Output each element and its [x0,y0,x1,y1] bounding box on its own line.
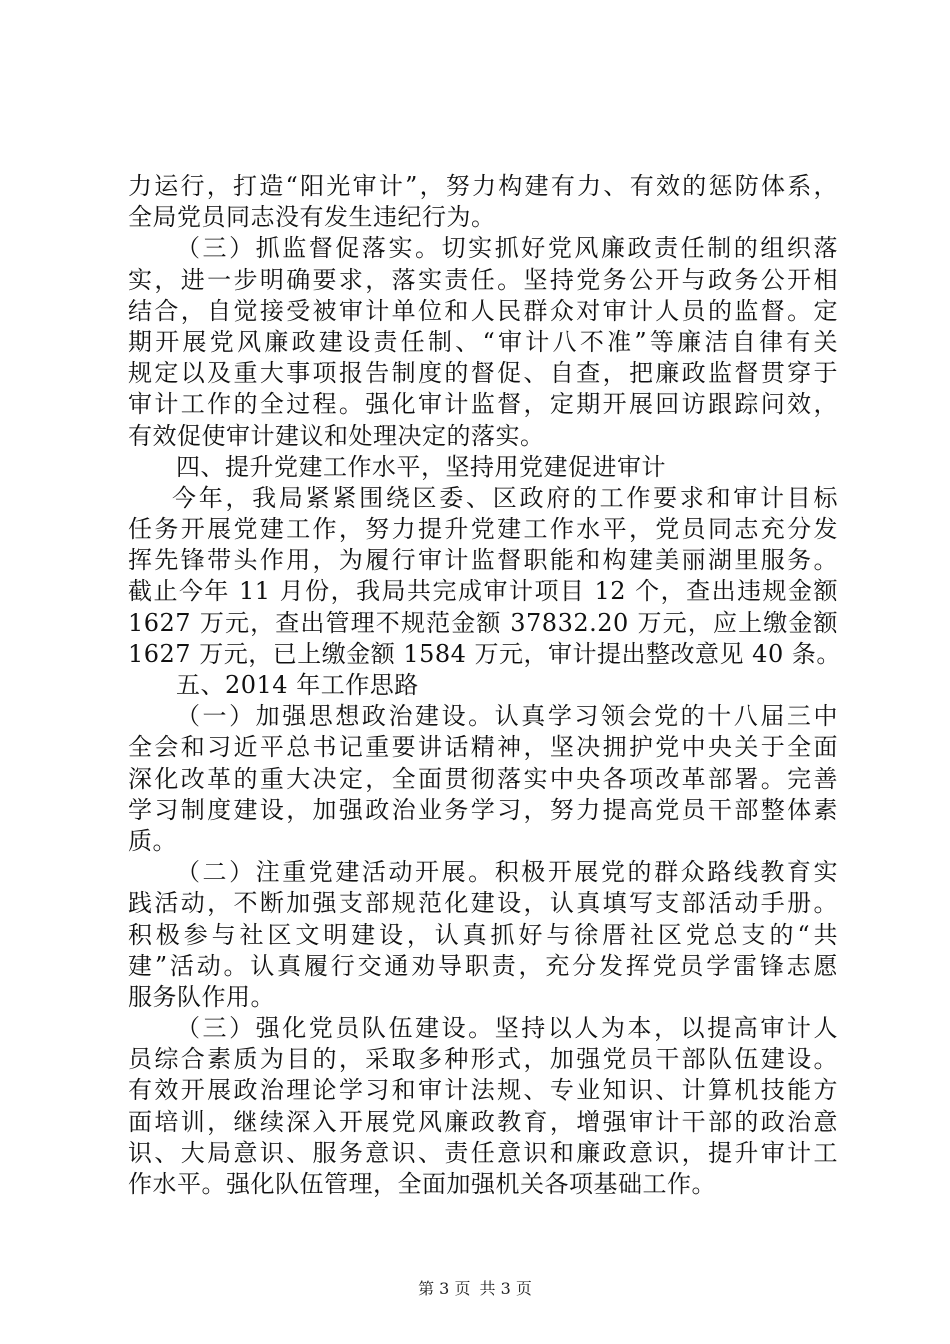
text-line: 有效促使审计建议和处理决定的落实。 [128,421,545,450]
text-line: 全局党员同志没有发生违纪行为。 [128,203,496,232]
text-line: 践活动，不断加强支部规范化建设，认真填写支部活动手册。 [128,889,838,918]
text-line: 学习制度建设，加强政治业务学习，努力提高党员干部整体素 [128,795,838,824]
text-line: 识、大局意识、服务意识、责任意识和廉政意识，提升审计工 [128,1138,838,1167]
page-number: 第 3 页 [418,1279,471,1298]
paragraph-heading-line: （一）加强思想政治建设。认真学习领会党的十八届三中 [176,702,838,731]
text-line: 期开展党风廉政建设责任制、“审计八不准”等廉洁自律有关 [128,327,838,356]
text-line: 面培训，继续深入开展党风廉政教育，增强审计干部的政治意 [128,1107,838,1136]
text-line: 建”活动。认真履行交通劝导职责，充分发挥党员学雷锋志愿 [128,951,838,980]
text-line: 结合，自觉接受被审计单位和人民群众对审计人员的监督。定 [128,296,838,325]
text-line: 力运行，打造“阳光审计”，努力构建有力、有效的惩防体系， [128,172,838,200]
text-line: 作水平。强化队伍管理，全面加强机关各项基础工作。 [128,1170,716,1198]
text-line: 规定以及重大事项报告制度的督促、自查，把廉政监督贯穿于 [128,359,838,388]
paragraph-heading-line: （二）注重党建活动开展。积极开展党的群众路线教育实 [176,858,838,887]
text-line: 截止今年 11 月份，我局共完成审计项目 12 个，查出违规金额 [128,577,838,606]
section-heading: 五、2014 年工作思路 [176,671,419,699]
paragraph-heading-line: （三）强化党员队伍建设。坚持以人为本，以提高审计人 [176,1014,838,1043]
text-line: 1627 万元，查出管理不规范金额 37832.20 万元，应上缴金额 [128,608,838,637]
text-line: 审计工作的全过程。强化审计监督，定期开展回访跟踪问效， [128,390,838,419]
paragraph-heading-line: （三）抓监督促落实。切实抓好党风廉政责任制的组织落 [176,234,838,263]
text-line: 积极参与社区文明建设，认真抓好与徐厝社区党总支的“共 [128,920,838,949]
text-line: 任务开展党建工作，努力提升党建工作水平，党员同志充分发 [128,515,838,544]
text-line: 实，进一步明确要求，落实责任。坚持党务公开与政务公开相 [128,265,838,294]
page-footer [0,1279,950,1299]
text-line: 1627 万元，已上缴金额 1584 万元，审计提出整改意见 40 条。 [128,639,841,668]
text-line: 有效开展政治理论学习和审计法规、专业知识、计算机技能方 [128,1076,838,1105]
document-body [128,171,841,1200]
text-line: 服务队作用。 [128,982,275,1011]
section-heading: 四、提升党建工作水平，坚持用党建促进审计 [176,452,666,481]
page-total: 共 3 页 [479,1279,532,1298]
text-line: 全会和习近平总书记重要讲话精神，坚决拥护党中央关于全面 [128,733,838,762]
text-line: 员综合素质为目的，采取多种形式，加强党员干部队伍建设。 [128,1045,838,1074]
text-line: 挥先锋带头作用，为履行审计监督职能和构建美丽湖里服务。 [128,546,838,575]
text-line: 质。 [128,826,177,855]
paragraph-heading-line: 今年，我局紧紧围绕区委、区政府的工作要求和审计目标 [172,483,838,512]
text-line: 深化改革的重大决定，全面贯彻落实中央各项改革部署。完善 [128,764,838,793]
